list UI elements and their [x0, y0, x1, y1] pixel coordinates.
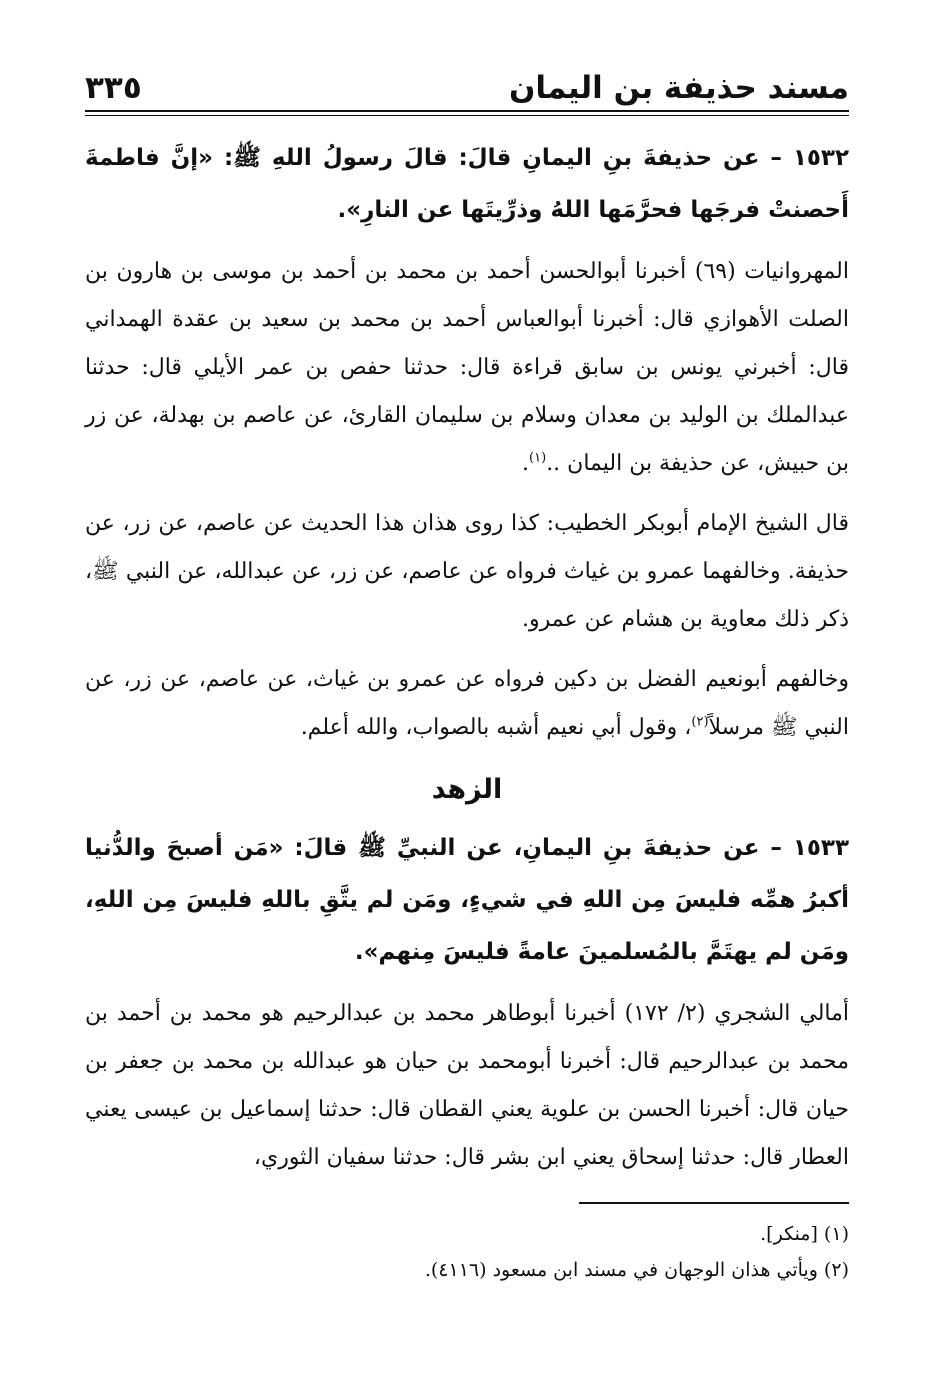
source-paragraph [85, 248, 849, 488]
commentary-paragraph [85, 656, 849, 752]
commentary-text: ، وقول أبي نعيم أشبه بالصواب، والله أعلم. [300, 715, 692, 740]
footnote-separator [579, 1202, 849, 1204]
source-paragraph [85, 990, 849, 1182]
isnad-text: أمالي الشجري (٢/ ١٧٢) أخبرنا أبوطاهر محمد بن عبدالرحيم هو محمد بن أحمد بن محمد بن عبدالرحيم قال: أخبرنا أبومحمد بن حيان هو عبدالله بن محمد بن جعفر بن حيان قال: أخبرنا الحسن بن علوية يعني القطان قال: حدثنا إسماعيل بن عيسى يعني العطار قال: حدثنا إسحاق يعني ابن بشر قال: حدثنا سفيان الثوري، [85, 1001, 850, 1170]
footnote-ref-2[interactable]: (٢) [691, 714, 709, 730]
footnote-ref-1[interactable]: (١) [529, 450, 547, 466]
isnad-text: المهروانيات (٦٩) أخبرنا أبوالحسن أحمد بن محمد بن أحمد بن موسى بن هارون بن الصلت الأهوازي قال: أخبرنا أبوالعباس أحمد بن محمد بن سعيد بن عقدة الهمداني قال: أخبرني يونس بن سابق قراءة قال: حدثنا حفص بن عمر الأيلي قال: حدثنا عبدالملك بن الوليد بن معدان وسلام بن سليمان القارئ، عن عاصم بن بهدلة، عن زر بن حبيش، عن حذيفة بن اليمان .. [85, 259, 849, 476]
running-header [85, 62, 849, 110]
hadith-1533 [85, 822, 849, 978]
hadith-number: ١٥٣٢ – [770, 145, 850, 171]
footnote-2: (٢) ويأتي هذان الوجهان في مسند ابن مسعود (٤١١٦). [424, 1259, 849, 1281]
commentary-text: قال الشيخ الإمام أبوبكر الخطيب: كذا روى هذان هذا الحديث عن عاصم، عن زر، عن حذيفة. وخالفهما عمرو بن غياث فرواه عن عاصم، عن زر، عن عبدالله، عن النبي ﷺ، ذكر ذلك معاوية بن هشام عن عمرو. [85, 511, 849, 632]
hadith-text: عن حذيفةَ بنِ اليمانِ قالَ: قالَ رسولُ اللهِ ﷺ: «إنَّ فاطمةَ أَحصنتْ فرجَها فحرَّمَها اللهُ وذرِّيتَها عن النارِ». [85, 145, 849, 223]
page-number: ٣٣٥ [85, 70, 142, 106]
running-title: مسند حذيفة بن اليمان [508, 70, 849, 106]
hadith-number: ١٥٣٣ – [770, 835, 849, 861]
commentary-text: وخالفهم أبونعيم الفضل بن دكين فرواه عن عمرو بن غياث، عن عاصم، عن زر، عن النبي ﷺ مرسلاً [85, 667, 849, 740]
page-body [85, 116, 849, 1288]
book-page [85, 62, 849, 1342]
hadith-1532 [85, 132, 849, 236]
isnad-end: . [522, 451, 530, 476]
hadith-text: عن حذيفةَ بنِ اليمانِ، عن النبيِّ ﷺ قالَ: «مَن أصبحَ والدُّنيا أكبرُ همِّه فليسَ مِن اللهِ في شيءٍ، ومَن لم يتَّقِ باللهِ فليسَ مِن اللهِ، ومَن لم يهتَمَّ بالمُسلمينَ عامةً فليسَ مِنهم». [85, 835, 849, 965]
section-heading: الزهد [431, 774, 503, 805]
commentary-paragraph [85, 500, 849, 644]
footnote-1: (١) [منكر]. [760, 1223, 849, 1245]
